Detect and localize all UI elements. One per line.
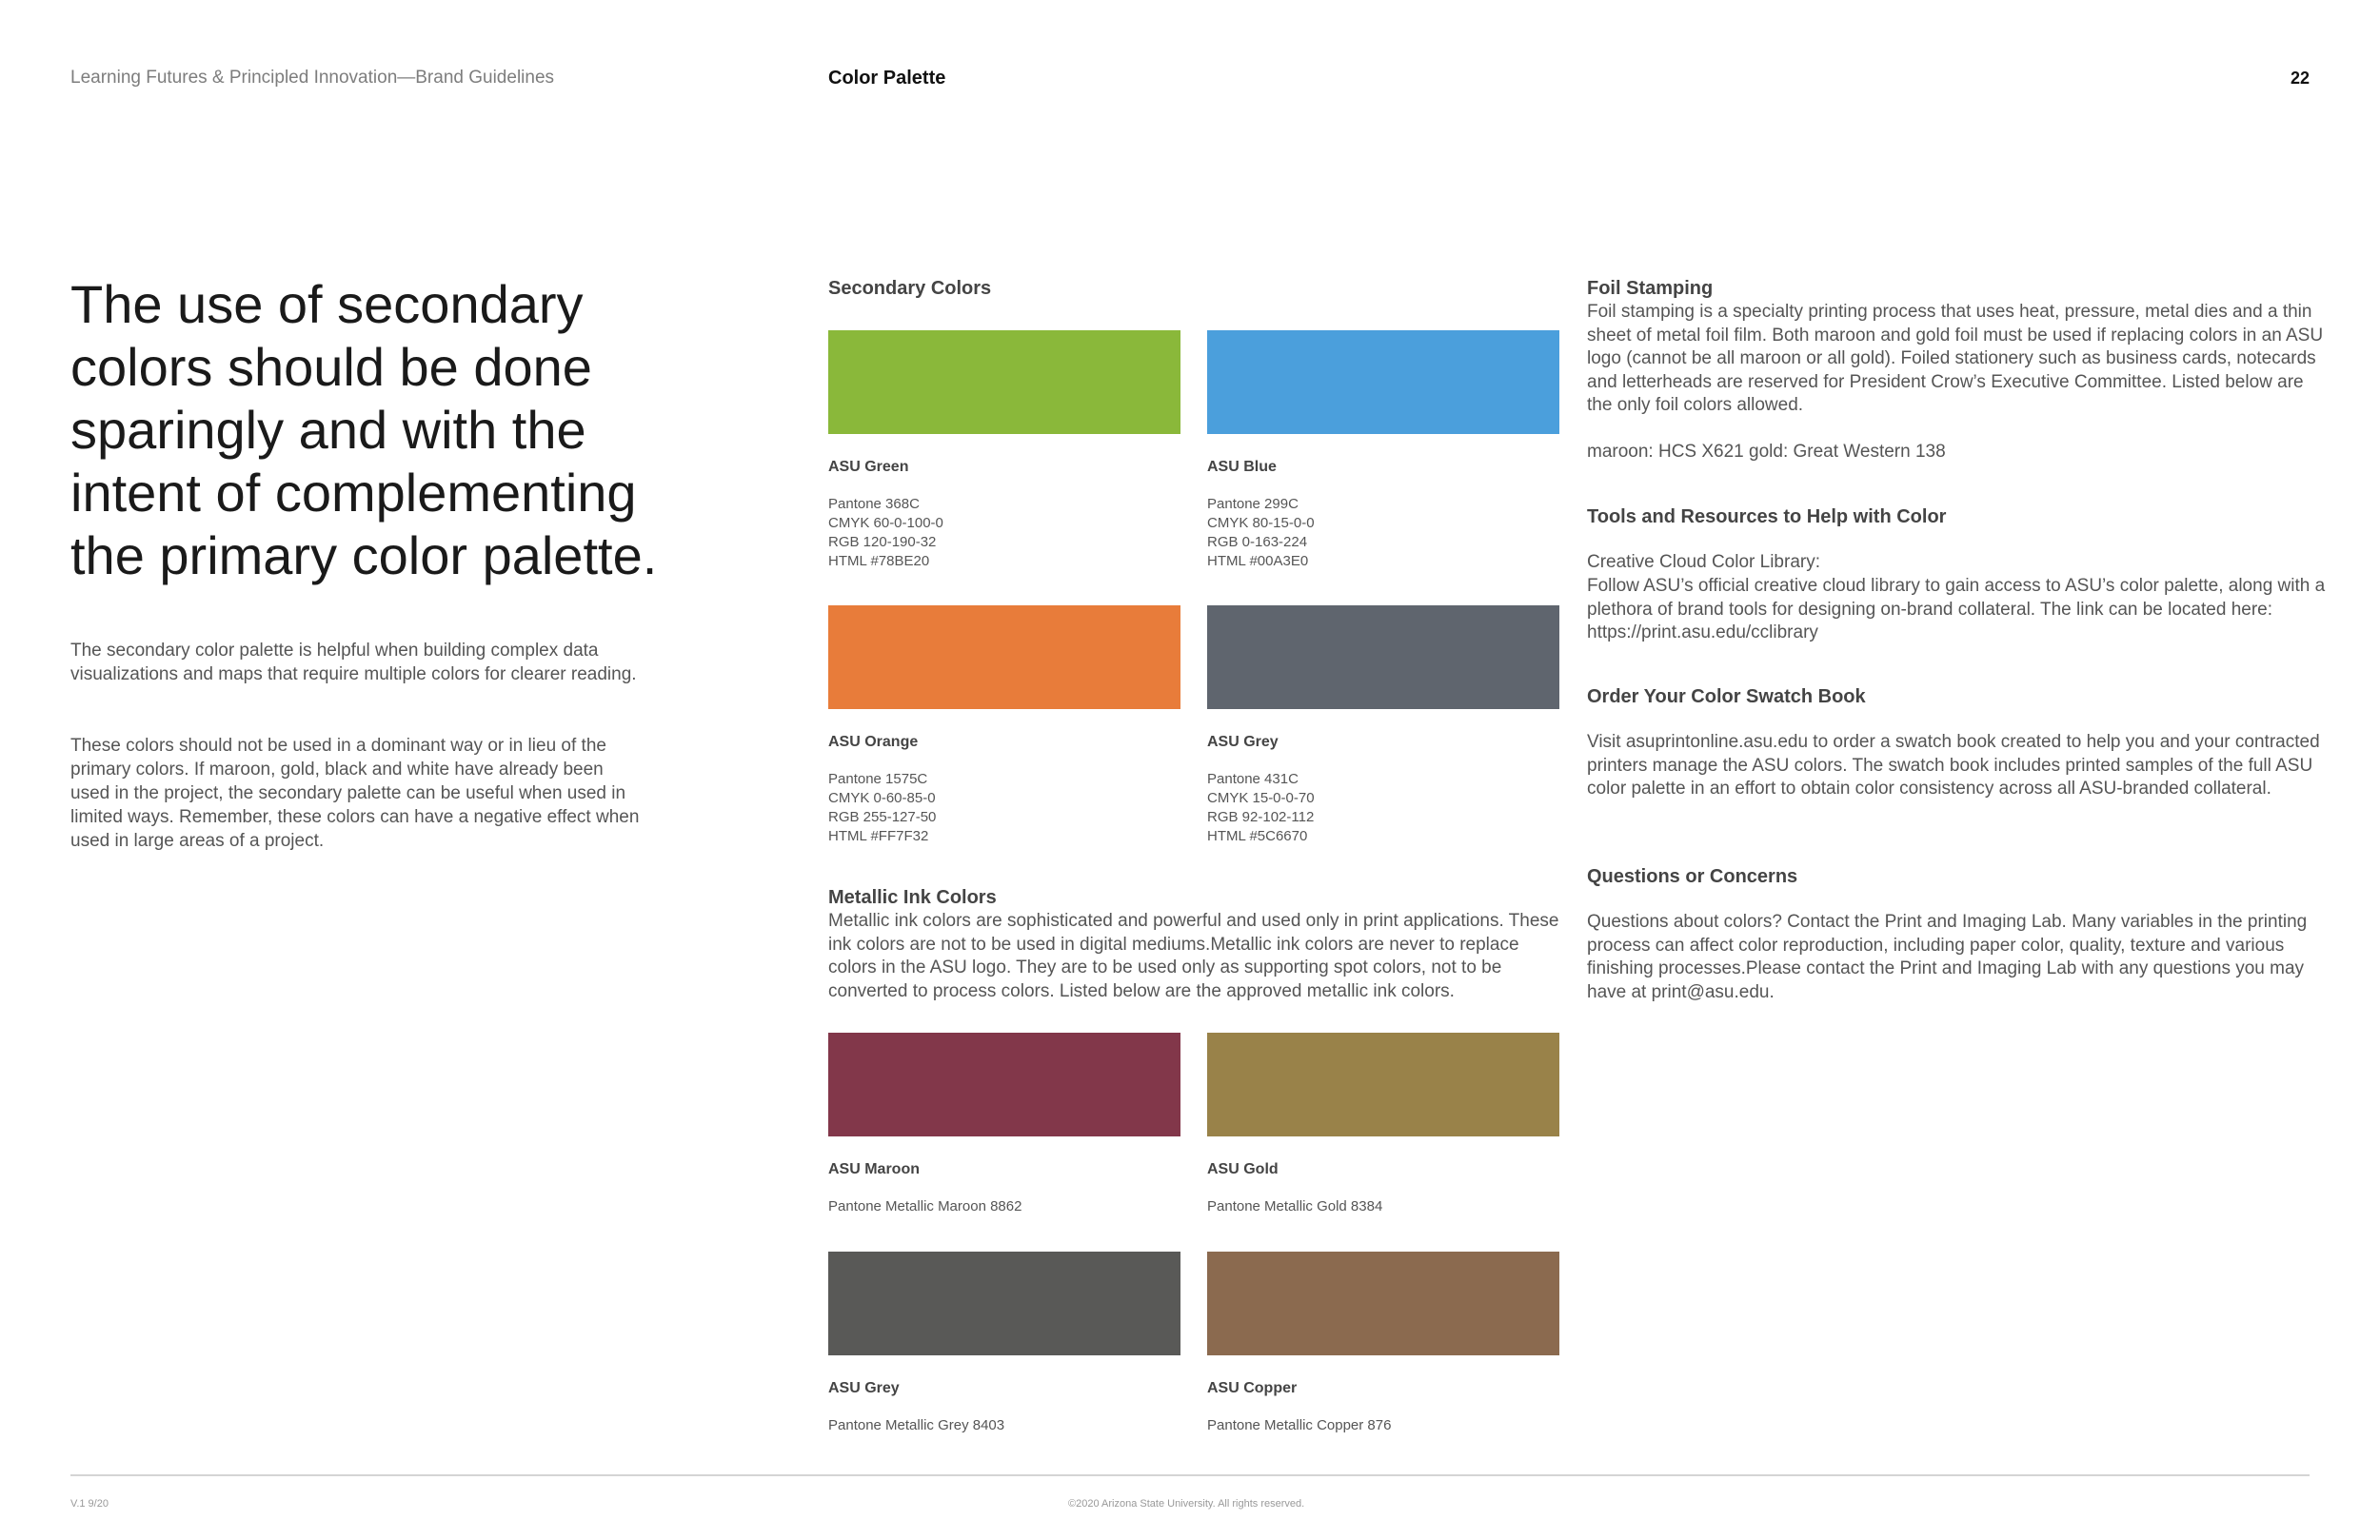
swatch-book-body: Visit asuprintonline.asu.edu to order a swatch book created to help you and your contracted printers manage the ASU colors. The swatch book includes printed samples of the full ASU color palette in an effort to obtain color consistency across all ASU-branded collateral.	[1587, 732, 2320, 800]
copyright: ©2020 Arizona State University. All rights reserved.	[1068, 1498, 1305, 1510]
pantone-value: Pantone 368C	[828, 496, 920, 512]
swatch-name: ASU Orange	[828, 734, 919, 750]
foil-stamping-title: Foil Stamping	[1587, 278, 1714, 299]
html-value: HTML #00A3E0	[1207, 553, 1309, 569]
rgb-value: RGB 120-190-32	[828, 534, 937, 550]
swatch-name: ASU Grey	[1207, 734, 1279, 750]
swatch-asu-metallic-grey	[828, 1252, 1180, 1355]
cmyk-value: CMYK 15-0-0-70	[1207, 790, 1315, 806]
swatch-asu-green	[828, 330, 1180, 434]
swatch-asu-grey	[1207, 605, 1559, 709]
rgb-value: RGB 92-102-112	[1207, 809, 1315, 825]
metallic-description: Metallic ink colors are sophisticated and powerful and used only in print applications. These ink colors are not to be used in digital mediums.Metallic ink colors are never to replace colors in the ASU logo. They are to be used only as supporting spot colors, not to be converted to process colors. Listed below are the approved metallic ink colors.	[828, 911, 1559, 1001]
foil-stamping-body: Foil stamping is a specialty printing process that uses heat, pressure, metal dies and a thin sheet of metal foil film. Both maroon and gold foil must be used if replacing colors in an ASU logo (cannot be all maroon or all gold). Foiled stationery such as business cards, notecards and letterheads are reserved for President Crow’s Executive Committee. Listed below are the only foil colors allowed.	[1587, 302, 2324, 416]
swatch-asu-copper	[1207, 1252, 1559, 1355]
swatch-name: ASU Maroon	[828, 1161, 920, 1177]
swatch-asu-blue	[1207, 330, 1559, 434]
questions-title: Questions or Concerns	[1587, 866, 1798, 887]
intro-paragraph-1: The secondary color palette is helpful when building complex data visualizations and maps that require multiple colors for clearer reading.	[70, 641, 637, 684]
secondary-colors-title: Secondary Colors	[828, 278, 992, 299]
section-title: Color Palette	[828, 68, 946, 89]
intro-paragraph-2: These colors should not be used in a dominant way or in lieu of the primary colors. If maroon, gold, black and white have already been used in the project, the secondary palette can be useful when used in limited ways. Remember, these colors can have a negative effect when used in large areas of a project.	[70, 736, 640, 851]
swatch-specs	[1207, 495, 1315, 571]
foil-colors: maroon: HCS X621 gold: Great Western 138	[1587, 442, 1946, 462]
document-title: Learning Futures & Principled Innovation—Brand Guidelines	[70, 68, 555, 88]
swatch-asu-orange	[828, 605, 1180, 709]
swatch-asu-gold	[1207, 1033, 1559, 1136]
pantone-value: Pantone Metallic Maroon 8862	[828, 1198, 1022, 1214]
tools-title: Tools and Resources to Help with Color	[1587, 506, 1947, 527]
swatch-book-title: Order Your Color Swatch Book	[1587, 686, 1866, 707]
pantone-value: Pantone Metallic Grey 8403	[828, 1417, 1005, 1433]
cmyk-value: CMYK 60-0-100-0	[828, 515, 943, 531]
swatch-name: ASU Grey	[828, 1380, 900, 1396]
pantone-value: Pantone 431C	[1207, 771, 1299, 787]
pantone-value: Pantone Metallic Copper 876	[1207, 1417, 1392, 1433]
swatch-name: ASU Gold	[1207, 1161, 1279, 1177]
swatch-name: ASU Copper	[1207, 1380, 1298, 1396]
swatch-specs	[828, 770, 936, 846]
version-label: V.1 9/20	[70, 1498, 109, 1510]
pantone-value: Pantone Metallic Gold 8384	[1207, 1198, 1383, 1214]
html-value: HTML #FF7F32	[828, 828, 929, 844]
swatch-asu-maroon	[828, 1033, 1180, 1136]
cmyk-value: CMYK 80-15-0-0	[1207, 515, 1315, 531]
tools-body: Follow ASU’s official creative cloud library to gain access to ASU’s color palette, along with a plethora of brand tools for designing on-brand collateral. The link can be located here: https://print.asu.edu/cclibrary	[1587, 576, 2326, 643]
footer-divider	[70, 1474, 2310, 1476]
swatch-name: ASU Green	[828, 459, 909, 475]
pantone-value: Pantone 1575C	[828, 771, 928, 787]
swatch-specs	[1207, 770, 1315, 846]
pantone-value: Pantone 299C	[1207, 496, 1299, 512]
page-number: 22	[2290, 69, 2310, 88]
metallic-colors-title: Metallic Ink Colors	[828, 887, 997, 908]
headline: The use of secondary colors should be done sparingly and with the intent of complementing the primary color palette.	[70, 274, 658, 585]
swatch-specs	[828, 495, 943, 571]
html-value: HTML #5C6670	[1207, 828, 1308, 844]
html-value: HTML #78BE20	[828, 553, 930, 569]
cmyk-value: CMYK 0-60-85-0	[828, 790, 936, 806]
questions-body: Questions about colors? Contact the Print and Imaging Lab. Many variables in the printing process can affect color reproduction, including paper color, quality, texture and various finishing processes.Please contact the Print and Imaging Lab with any questions you may have at print@asu.edu.	[1587, 912, 2308, 1002]
tools-library-label: Creative Cloud Color Library:	[1587, 552, 1820, 572]
swatch-name: ASU Blue	[1207, 459, 1277, 475]
rgb-value: RGB 0-163-224	[1207, 534, 1308, 550]
rgb-value: RGB 255-127-50	[828, 809, 937, 825]
